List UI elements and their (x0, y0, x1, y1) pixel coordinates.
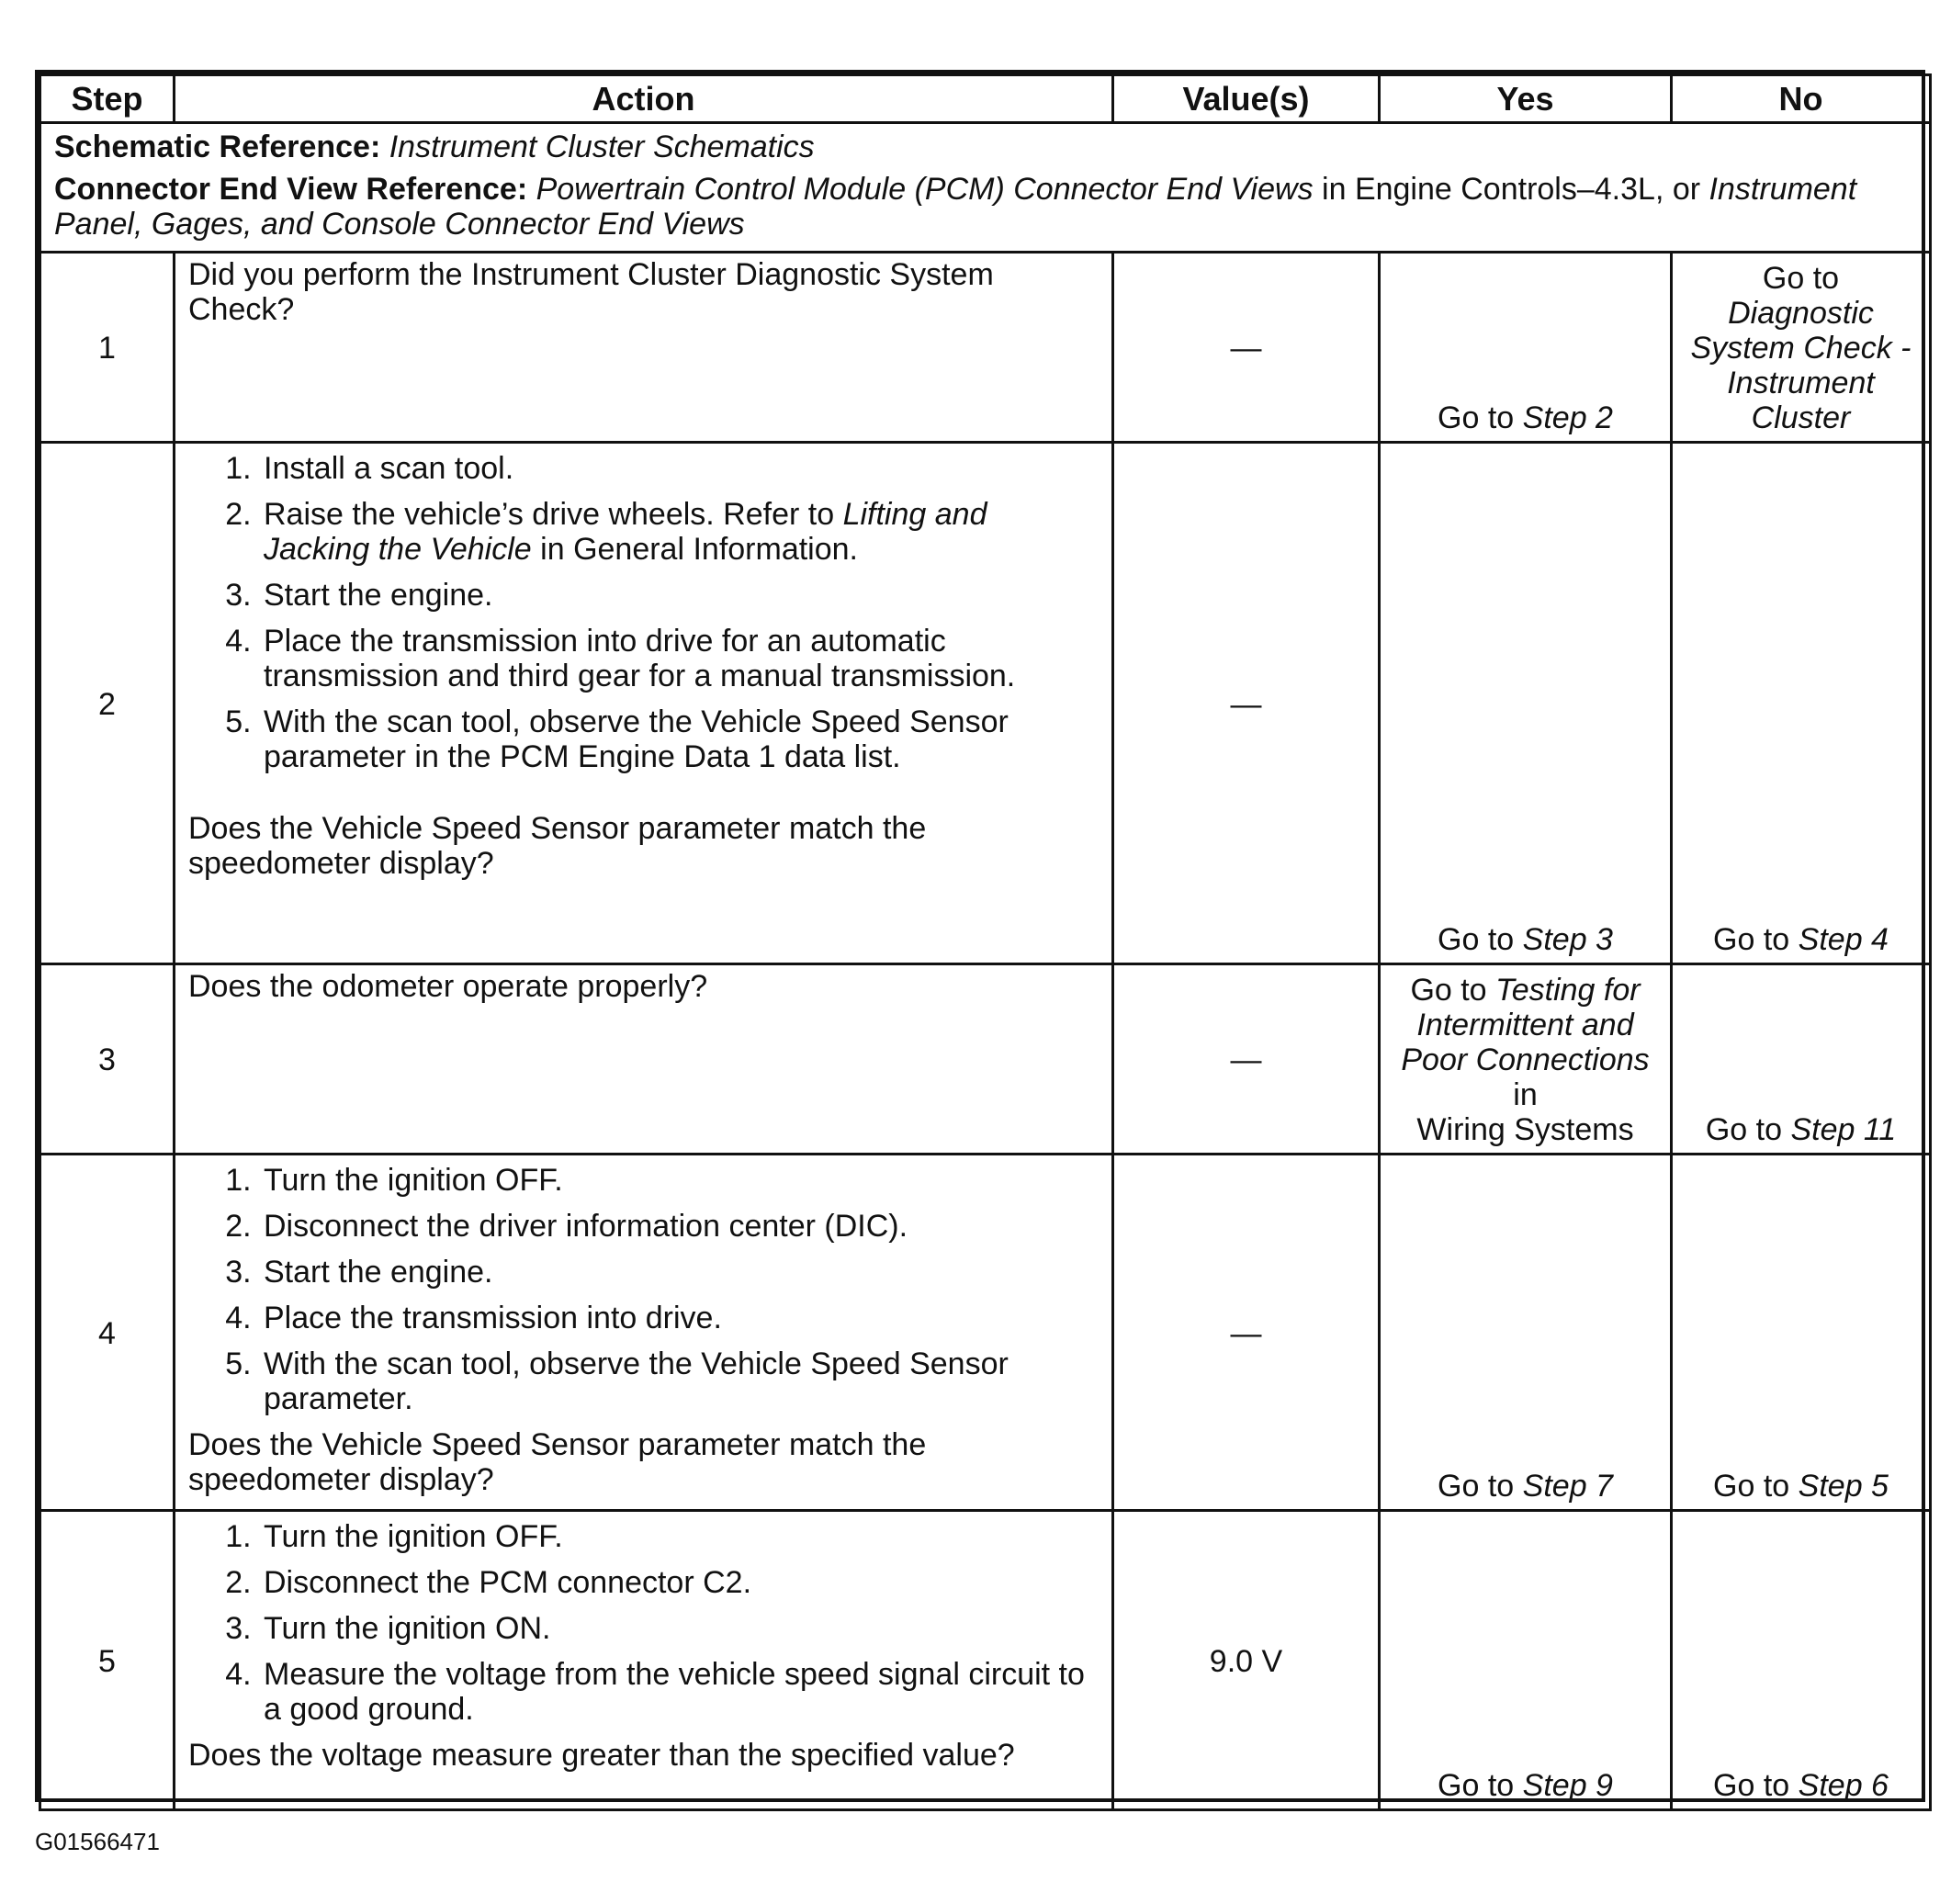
value-cell: — (1113, 964, 1380, 1155)
action-cell (175, 253, 1113, 443)
value-cell: — (1113, 253, 1380, 443)
connector-reference: Connector End View Reference: Powertrain Control Module (PCM) Connector End Views in Engine Controls–4.3L, or Instrument Panel, Gages, and Console Connector End Views (54, 172, 1857, 242)
table-row (40, 964, 1931, 1155)
table-row (40, 253, 1931, 443)
step-number: 5 (40, 1511, 175, 1810)
no-cell: Go to Step 11 (1672, 964, 1931, 1155)
step-number: 3 (40, 964, 175, 1155)
yes-cell: Go to Step 9 (1380, 1511, 1672, 1810)
list-item: 2. Disconnect the PCM connector C2. (260, 1565, 1099, 1600)
yes-link: Step 3 (1522, 922, 1613, 957)
list-item: 3. Start the engine. (260, 578, 1099, 613)
question: Does the Vehicle Speed Sensor parameter match the speedometer display? (188, 811, 927, 881)
question: Does the voltage measure greater than the specified value? (188, 1738, 1015, 1773)
action-link: Lifting and Jacking the Vehicle (264, 497, 987, 567)
no-link: Step 4 (1798, 922, 1889, 957)
question: Does the Vehicle Speed Sensor parameter match the speedometer display? (188, 1427, 927, 1497)
header-values: Value(s) (1113, 75, 1380, 123)
yes-link: Step 2 (1522, 400, 1613, 435)
figure-id: G01566471 (35, 1828, 160, 1855)
header-no: No (1672, 75, 1931, 123)
no-cell: Go to Step 4 (1672, 443, 1931, 964)
value-cell: — (1113, 1155, 1380, 1511)
step-number: 4 (40, 1155, 175, 1511)
table-row (40, 443, 1931, 964)
reference-row (40, 123, 1931, 253)
yes-link: Step 9 (1522, 1768, 1613, 1803)
value-cell: — (1113, 443, 1380, 964)
list-item: 1. Install a scan tool. (260, 451, 1099, 486)
diagnostic-table-frame (35, 70, 1925, 1802)
action-list (188, 451, 1099, 774)
yes-cell: Go to Step 7 (1380, 1155, 1672, 1511)
action-list (188, 1163, 1099, 1416)
action-cell (175, 1511, 1113, 1810)
header-row (40, 75, 1931, 123)
header-step: Step (40, 75, 175, 123)
header-yes: Yes (1380, 75, 1672, 123)
yes-cell: Go to Step 2 (1380, 253, 1672, 443)
question: Does the odometer operate properly? (188, 969, 708, 1004)
action-list (188, 1519, 1099, 1727)
schematic-reference-link: Instrument Cluster Schematics (389, 130, 815, 164)
list-item: 2. Disconnect the driver information center (DIC). (260, 1209, 1099, 1244)
no-link: Step 6 (1798, 1768, 1889, 1803)
value-cell: 9.0 V (1113, 1511, 1380, 1810)
list-item: 4. Place the transmission into drive for an automatic transmission and third gear for a manual transmission. (260, 624, 1099, 693)
no-link: Step 5 (1798, 1469, 1889, 1504)
header-action: Action (175, 75, 1113, 123)
diagnostic-table (39, 73, 1932, 1811)
step-number: 1 (40, 253, 175, 443)
yes-cell: Go to Testing for Intermittent and Poor Connections in Wiring Systems (1380, 964, 1672, 1155)
list-item: 3. Start the engine. (260, 1255, 1099, 1290)
list-item: 1. Turn the ignition OFF. (260, 1519, 1099, 1554)
list-item: 3. Turn the ignition ON. (260, 1611, 1099, 1646)
step-number: 2 (40, 443, 175, 964)
connector-reference-link-1: Powertrain Control Module (PCM) Connector End Views (536, 172, 1314, 207)
action-cell (175, 1155, 1113, 1511)
table-row (40, 1155, 1931, 1511)
yes-cell: Go to Step 3 (1380, 443, 1672, 964)
action-cell (175, 443, 1113, 964)
action-cell (175, 964, 1113, 1155)
list-item: 5. With the scan tool, observe the Vehicle Speed Sensor parameter. (260, 1346, 1099, 1416)
no-cell: Go to Diagnostic System Check - Instrument Cluster (1672, 253, 1931, 443)
connector-reference-link-2: Instrument Panel, Gages, and Console Connector End Views (54, 172, 1857, 242)
no-cell: Go to Step 5 (1672, 1155, 1931, 1511)
list-item: 5. With the scan tool, observe the Vehicle Speed Sensor parameter in the PCM Engine Data 1 data list. (260, 704, 1099, 774)
table-row (40, 1511, 1931, 1810)
question: Did you perform the Instrument Cluster Diagnostic System Check? (188, 257, 994, 327)
no-cell: Go to Step 6 (1672, 1511, 1931, 1810)
list-item: 1. Turn the ignition OFF. (260, 1163, 1099, 1198)
yes-link: Testing for Intermittent and Poor Connections (1401, 973, 1650, 1077)
no-link: Diagnostic System Check - Instrument Cluster (1690, 296, 1912, 435)
reference-cell (40, 123, 1931, 253)
yes-link: Step 7 (1522, 1469, 1613, 1504)
list-item: 4. Place the transmission into drive. (260, 1301, 1099, 1335)
no-link: Step 11 (1790, 1112, 1897, 1147)
schematic-reference: Schematic Reference: Instrument Cluster Schematics (54, 130, 815, 164)
list-item: 2. Raise the vehicle’s drive wheels. Refer to Lifting and Jacking the Vehicle in General Information. (260, 497, 1099, 567)
list-item: 4. Measure the voltage from the vehicle speed signal circuit to a good ground. (260, 1657, 1099, 1727)
